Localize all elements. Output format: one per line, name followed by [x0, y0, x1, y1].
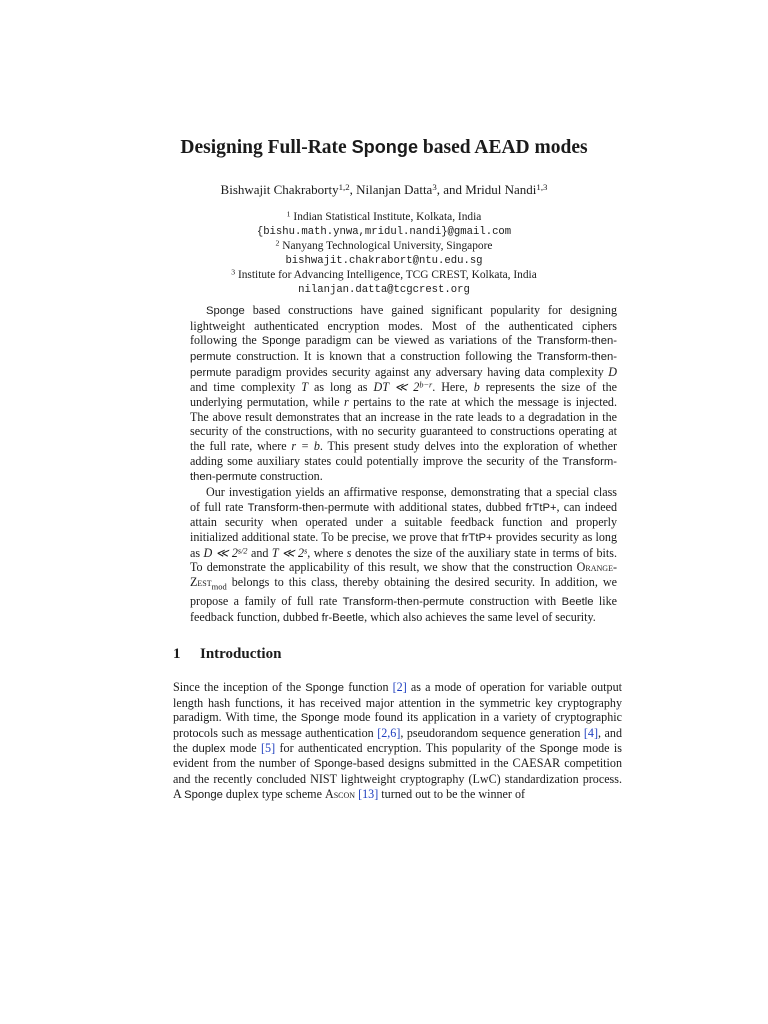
term-sponge: Sponge: [539, 742, 579, 755]
term-sponge: Sponge: [184, 788, 223, 801]
affil-email: bishwajit.chakrabort@ntu.edu.sg: [285, 254, 483, 267]
title-text: Designing Full-Rate: [180, 137, 352, 158]
affiliation: [0, 268, 768, 283]
body-text: mode is evident from the number of: [173, 740, 622, 771]
abstract-text: provides security as long as: [190, 529, 617, 560]
affil-text: Nanyang Technological University, Singapore: [282, 240, 493, 253]
author-name: Nilanjan Datta: [356, 182, 433, 197]
paper-title: [0, 137, 768, 159]
abstract-text: and: [247, 545, 272, 560]
title-sponge-term: Sponge: [351, 137, 419, 157]
author-list: [0, 182, 768, 198]
math: D ≪ 2: [203, 545, 238, 560]
math-exponent: s/2: [237, 545, 248, 555]
abstract-text: like feedback function, dubbed: [190, 593, 617, 624]
citation-link[interactable]: [4]: [583, 725, 599, 740]
math: b: [473, 380, 480, 395]
section-heading: [173, 646, 281, 663]
affil-text: Institute for Advancing Intelligence, TCG CREST, Kolkata, India: [237, 269, 537, 282]
abstract-text: , where: [307, 545, 347, 560]
abstract-text: based constructions have gained significant popularity for designing lightweight authenticated encryption modes. Most of the authenticated ciphers following the: [190, 303, 617, 348]
section-title: Introduction: [200, 646, 282, 662]
term-ttp: Transform-then-permute: [190, 335, 617, 363]
abstract-text: denotes the size of the auxiliary state in terms of bits. To demonstrate the applicability of this result, we show that the construction: [190, 545, 617, 575]
math-exponent: s: [304, 545, 308, 555]
term-sponge: Sponge: [313, 758, 353, 771]
math: T ≪ 2: [271, 545, 305, 560]
abstract-text: paradigm provides security against any adversary having data complexity: [231, 364, 609, 379]
term-subscript: mod: [211, 581, 227, 592]
term-ttp: Transform-then-permute: [190, 350, 617, 379]
body-text: as a mode of operation for variable output length hash functions, it has received major attention in the symmetric key cryptography paradigm. With time, the: [173, 680, 622, 725]
abstract-text: construction.: [256, 469, 323, 484]
math: r = b: [291, 438, 320, 453]
math: r: [344, 394, 349, 409]
intro-paragraph: [173, 680, 622, 802]
body-text: , and the: [173, 725, 622, 755]
citation-link[interactable]: [2]: [392, 680, 407, 694]
abstract-text: paradigm can be viewed as variations of the: [300, 333, 537, 348]
math: D: [608, 364, 617, 379]
abstract-text: Our investigation yields an affirmative response, demonstrating that a special class of full rate: [190, 484, 617, 514]
abstract: [190, 303, 617, 625]
term-ascon: Ascon: [325, 786, 356, 801]
author-affil-mark: 1,3: [536, 182, 548, 193]
term-ttp: Transform-then-permute: [247, 501, 370, 514]
affil-email: {bishu.math.ynwa,mridul.nandi}@gmail.com: [256, 225, 512, 238]
body-text: Since the inception of the: [173, 680, 306, 694]
abstract-text: construction. It is known that a construction following the: [231, 348, 537, 363]
author-name: Mridul Nandi: [465, 182, 537, 197]
term-sponge: Sponge: [261, 335, 301, 348]
author-affil-mark: 1,2: [338, 182, 350, 193]
math: s: [346, 545, 352, 560]
affil-number: 1: [286, 209, 291, 219]
abstract-text: belongs to this class, thereby obtaining the desired security. In addition, we propose a family of full rate: [190, 574, 617, 608]
author-separator: , and: [436, 182, 466, 197]
term-sponge: Sponge: [305, 682, 345, 694]
term-sponge: Sponge: [300, 712, 340, 725]
term-frttp: frTtP+: [525, 501, 557, 514]
affiliation-list: [0, 210, 768, 298]
abstract-text: with additional states, dubbed: [369, 499, 526, 514]
body-text: -based designs submitted in the CAESAR competition and the recently concluded NIST lightweight cryptography (LwC) standardization process. A: [173, 756, 622, 801]
term-sponge: Sponge: [206, 305, 245, 317]
affil-number: 3: [231, 267, 236, 277]
citation-link[interactable]: [5]: [261, 740, 276, 755]
math: T: [301, 380, 308, 395]
abstract-text: construction with: [464, 593, 562, 608]
abstract-text: . This present study delves into the exploration of whether adding some auxiliary states could potentially improve the security of the: [190, 438, 618, 468]
body-text: for authenticated encryption. This popularity of the: [275, 740, 540, 755]
abstract-text: , which also achieves the same level of security.: [364, 609, 596, 624]
math: DT ≪ 2: [373, 380, 420, 395]
author-separator: ,: [349, 182, 357, 197]
term-frttp: frTtP+: [461, 531, 493, 544]
affil-number: 2: [275, 238, 280, 248]
abstract-text: , can indeed attain security when operated under a suitable feedback function and properly initialized additional state. To be precise, we prove that: [190, 499, 618, 544]
body-text: mode found its application in a variety of cryptographic protocols such as message authentication: [173, 710, 622, 740]
term-ttp: Transform-then-permute: [342, 595, 465, 608]
intro-body: [173, 680, 622, 802]
body-text: function: [344, 680, 393, 694]
body-text: mode: [225, 740, 262, 755]
abstract-paragraph: [190, 303, 617, 485]
abstract-paragraph: [190, 485, 617, 625]
author-affil-mark: 3: [432, 182, 437, 193]
math-exponent: b−r: [419, 380, 433, 390]
abstract-text: . Here,: [432, 380, 474, 395]
body-text: turned out to be the winner of: [378, 786, 526, 801]
body-text: , pseudorandom sequence generation: [400, 725, 584, 740]
affiliation: [0, 210, 768, 225]
abstract-text: pertains to the rate at which the message is injected. The above result demonstrates that an increase in the rate leads to a degradation in the security of the constructions, with no security guaranteed to constructions operating at the full rate, where: [190, 394, 618, 453]
term-fr-beetle: fr-Beetle: [321, 611, 365, 624]
title-text: based AEAD modes: [418, 137, 588, 158]
abstract-text: and time complexity: [190, 380, 302, 395]
term-duplex: duplex: [192, 742, 226, 755]
author-name: Bishwajit Chakraborty: [220, 182, 339, 197]
term-ttp: Transform-then-permute: [190, 455, 617, 484]
abstract-text: as long as: [307, 380, 374, 395]
citation-link[interactable]: [2,6]: [377, 725, 401, 740]
section-number: 1: [173, 646, 181, 662]
affil-email: nilanjan.datta@tcgcrest.org: [298, 283, 470, 296]
term-orange-zest: Orange-Zest: [190, 560, 617, 589]
affil-text: Indian Statistical Institute, Kolkata, India: [293, 211, 482, 223]
abstract-text: represents the size of the underlying permutation, while: [190, 380, 617, 409]
term-beetle: Beetle: [561, 595, 594, 608]
affiliation: [0, 239, 768, 254]
citation-link[interactable]: [13]: [358, 786, 379, 801]
body-text: duplex type scheme: [222, 786, 325, 801]
